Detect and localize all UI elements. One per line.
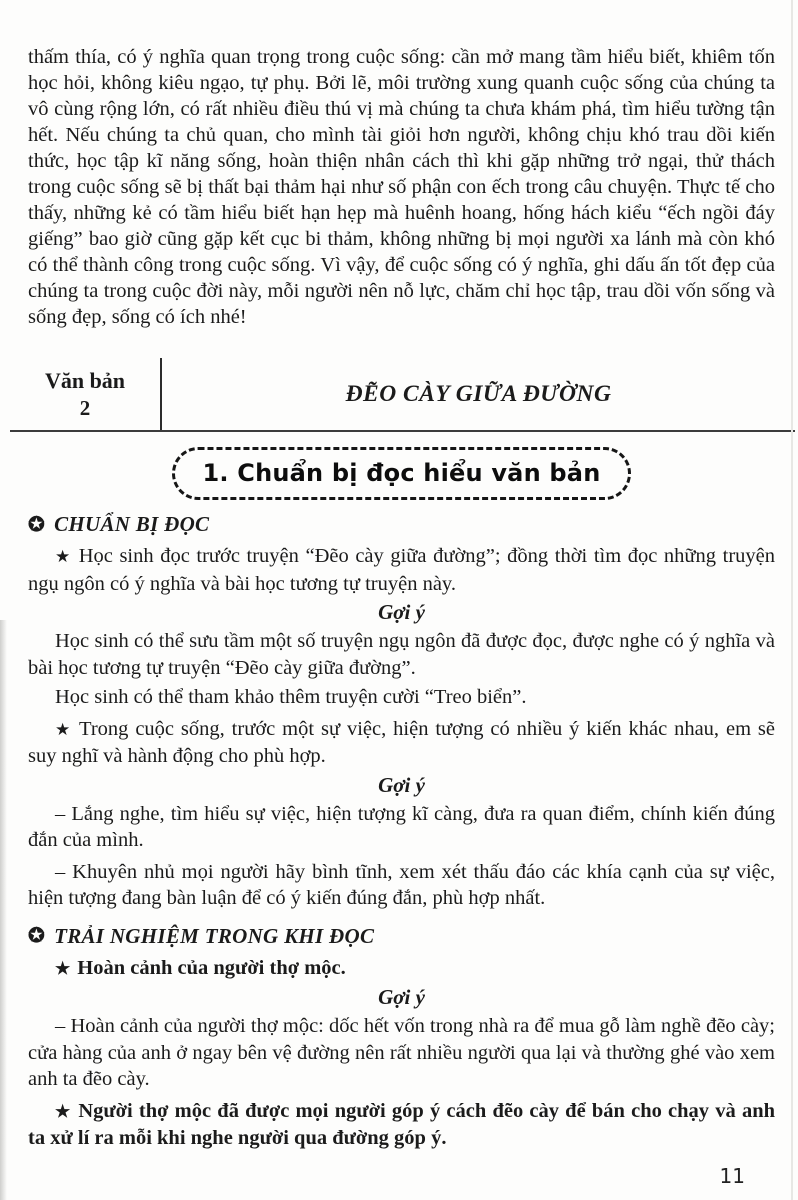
paragraph [28, 1013, 775, 1093]
section-heading-label: CHUẨN BỊ ĐỌC [54, 512, 210, 536]
paragraph-bold [28, 955, 775, 983]
paragraph [28, 716, 775, 770]
paragraph-text: Người thợ mộc đã được mọi người góp ý cách đẽo cày để bán cho chạy và anh ta xử lí ra mỗi khi nghe người qua đường góp ý. [28, 1099, 775, 1149]
section-heading-trai-nghiem [28, 923, 775, 950]
paragraph-text: Học sinh có thể tham khảo thêm truyện cười “Treo biển”. [55, 686, 527, 708]
star-bullet-icon: ★ [55, 547, 72, 566]
intro-paragraph: thấm thía, có ý nghĩa quan trọng trong cuộc sống: cần mở mang tầm hiểu biết, khiêm tốn học hỏi, không kiêu ngạo, tự phụ. Bởi lẽ, môi trường xung quanh cuộc sống của chúng ta vô cùng rộng lớn, có rất nhiều điều thú vị mà chúng ta chưa khám phá, tìm hiểu tường tận hết. Nếu chúng ta chủ quan, cho mình tài giỏi hơn người, không chịu khó trau dồi kiến thức, học tập kĩ năng sống, hoàn thiện nhân cách thì khi gặp những trở ngại, thử thách trong cuộc sống sẽ bị thất bại thảm hại như số phận con ếch trong câu chuyện. Thực tế cho thấy, những kẻ có tầm hiểu biết hạn hẹp mà huênh hoang, hống hách kiểu “ếch ngồi đáy giếng” bao giờ cũng gặp kết cục bi thảm, không những bị mọi người xa lánh mà còn khó có thể thành công trong cuộc sống. Vì vậy, để cuộc sống có ý nghĩa, ghi dấu ấn tốt đẹp của chúng ta trong cuộc đời này, mỗi người nên nỗ lực, chăm chỉ học tập, trau dồi vốn sống và sống đẹp, sống có ích nhé! [28, 46, 775, 328]
star-bullet-icon: ★ [55, 1101, 72, 1121]
lesson-header [10, 358, 795, 432]
goiy-heading: Gợi ý [378, 600, 425, 624]
paragraph [28, 628, 775, 681]
paragraph-bold [28, 1098, 775, 1152]
paragraph [28, 684, 775, 711]
goiy-heading: Gợi ý [378, 985, 425, 1009]
lesson-number: 2 [79, 396, 91, 420]
goiy-heading: Gợi ý [378, 772, 425, 797]
section-heading-label: TRẢI NGHIỆM TRONG KHI ĐỌC [54, 923, 375, 948]
circled-star-icon: ✪ [28, 513, 46, 536]
circled-star-icon: ✪ [28, 925, 46, 947]
section-banner: 1. Chuẩn bị đọc hiểu văn bản [172, 447, 632, 500]
lesson-title: ĐẼO CÀY GIỮA ĐƯỜNG [345, 380, 612, 407]
lesson-title-cell [162, 358, 795, 430]
paragraph-text: Học sinh có thể sưu tầm một số truyện ngụ ngôn đã được đọc, được nghe có ý nghĩa và bài học tương tự truyện “Đẽo cày giữa đường”. [28, 630, 775, 679]
paragraph [28, 543, 775, 597]
paragraph [28, 859, 775, 912]
section-heading-chuan-bi-doc [28, 511, 775, 538]
star-bullet-icon: ★ [55, 719, 73, 739]
page-number: 11 [719, 1163, 745, 1188]
lesson-label: Văn bản [44, 368, 126, 393]
paragraph-text: – Hoàn cảnh của người thợ mộc: dốc hết vốn trong nhà ra để mua gỗ làm nghề đẽo cày; cửa hàng của anh ở ngay bên vệ đường nên rất nhiều người qua lại và thường ghé vào xem anh ta đẽo cày. [28, 1015, 775, 1090]
paragraph-text: Trong cuộc sống, trước một sự việc, hiện tượng có nhiều ý kiến khác nhau, em sẽ suy nghĩ và hành động cho phù hợp. [28, 717, 775, 767]
paragraph-text: Hoàn cảnh của người thợ mộc. [77, 956, 346, 979]
star-bullet-icon: ★ [55, 958, 71, 978]
paragraph-text: Học sinh đọc trước truyện “Đẽo cày giữa đường”; đồng thời tìm đọc những truyện ngụ ngôn có ý nghĩa và bài học tương tự truyện này. [28, 545, 775, 595]
section-banner-wrap [28, 447, 775, 500]
paragraph-text: – Lắng nghe, tìm hiểu sự việc, hiện tượng kĩ càng, đưa ra quan điểm, chính kiến đúng đắn của mình. [28, 802, 775, 851]
paragraph-text: – Khuyên nhủ mọi người hãy bình tĩnh, xem xét thấu đáo các khía cạnh của sự việc, hiện tượng đang bàn luận để có ý kiến đúng đắn, phù hợp nhất. [28, 860, 775, 909]
lesson-label-cell [10, 358, 162, 430]
paragraph [28, 801, 775, 854]
